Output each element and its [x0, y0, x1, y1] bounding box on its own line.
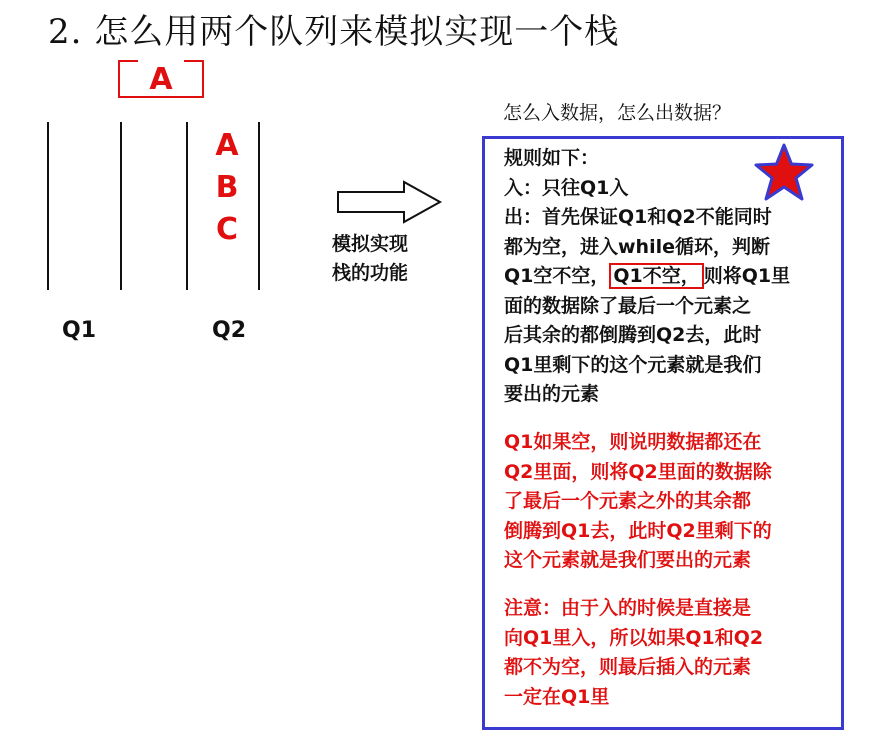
- rules-in: 入：只往Q1入: [504, 176, 629, 199]
- question-text: 怎么入数据，怎么出数据？: [503, 102, 732, 124]
- rules-out-7: 要出的元素: [504, 383, 600, 405]
- rules-out-3-post: 则将Q1里: [703, 265, 791, 287]
- rules-out-6: Q1里剩下的这个元素就是我们: [504, 353, 762, 376]
- q2-right-wall: [258, 122, 260, 290]
- red-paragraph: [504, 428, 772, 576]
- rules-out-2: 都为空，进入while循环，判断: [504, 235, 770, 258]
- q2-element-c: C: [215, 212, 239, 247]
- arrow-caption: [332, 230, 408, 288]
- rules-out-3: [504, 262, 790, 292]
- rules-out-3-pre: Q1空不空，: [504, 265, 610, 287]
- red-line-1: Q1如果空，则说明数据都还在: [504, 431, 762, 453]
- rules-out-1: 出：首先保证Q1和Q2不能同时: [504, 206, 772, 228]
- red-line-2: Q2里面，则将Q2里面的数据除: [504, 460, 772, 483]
- rules-out-4: 面的数据除了最后一个元素之: [504, 294, 752, 317]
- note-line-1: 注意：由于入的时候是直接是: [504, 597, 752, 619]
- arrow-caption-line1: 模拟实现: [332, 233, 409, 255]
- note-line-2: 向Q1里入，所以如果Q1和Q2: [504, 626, 764, 649]
- note-line-3: 都不为空，则最后插入的元素: [504, 656, 752, 678]
- right-arrow-icon: [336, 180, 446, 224]
- red-line-3: 了最后一个元素之外的其余都: [504, 490, 752, 512]
- highlight-q1-not-empty: Q1不空，: [609, 263, 703, 289]
- note-paragraph: [504, 594, 763, 712]
- q2-element-a: A: [215, 128, 239, 163]
- rules-out-5: 后其余的都倒腾到Q2去，此时: [504, 324, 762, 346]
- q1-label: Q1: [62, 318, 97, 343]
- q1-left-wall: [47, 122, 49, 290]
- rules-heading: 规则如下：: [504, 147, 600, 169]
- arrow-caption-line2: 栈的功能: [332, 262, 409, 284]
- page-title: 2. 怎么用两个队列来模拟实现一个栈: [48, 12, 620, 52]
- incoming-element: A: [149, 62, 173, 97]
- red-line-4: 倒腾到Q1去，此时Q2里剩下的: [504, 519, 772, 542]
- rules-block: [504, 144, 790, 410]
- q2-element-b: B: [215, 170, 239, 205]
- q2-label: Q2: [212, 318, 247, 343]
- red-line-5: 这个元素就是我们要出的元素: [504, 549, 752, 571]
- q2-left-wall: [186, 122, 188, 290]
- q1-right-wall: [120, 122, 122, 290]
- note-line-4: 一定在Q1里: [504, 685, 610, 708]
